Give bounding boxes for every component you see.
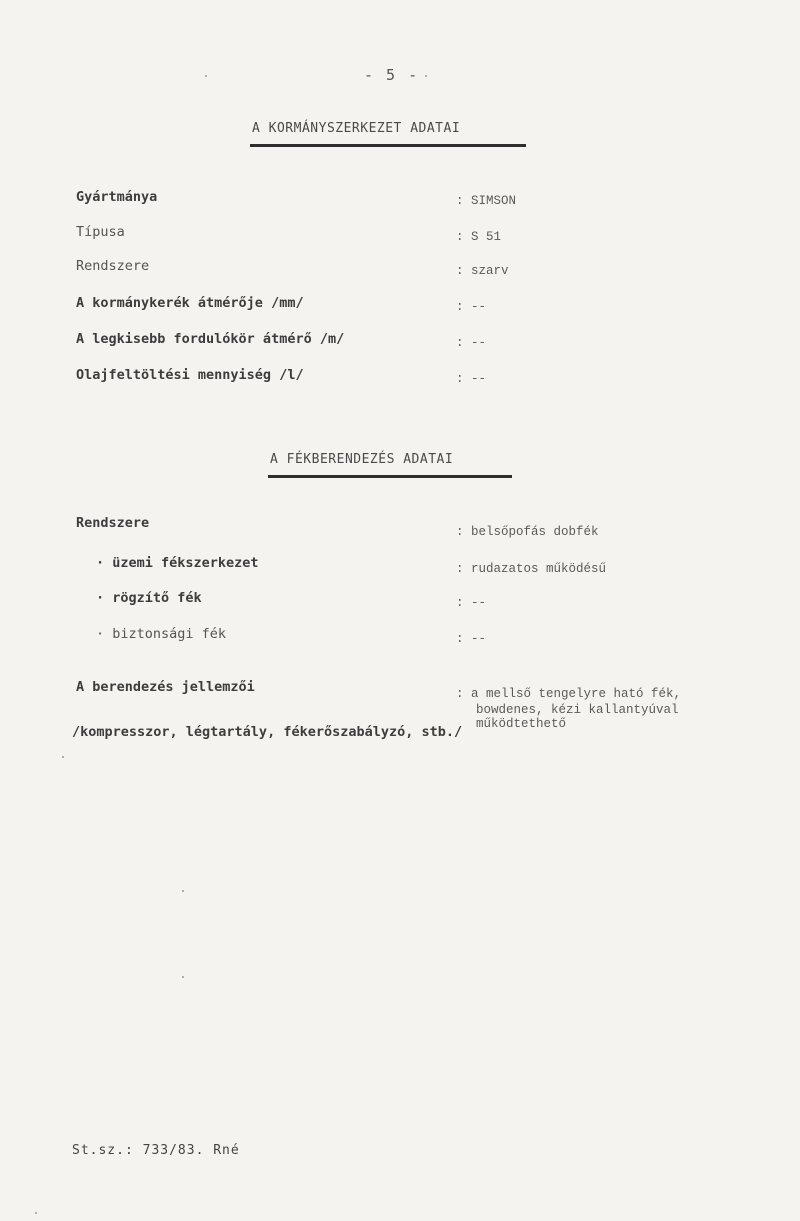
- parking-brake-value: : --: [456, 596, 487, 610]
- page-number: - 5 -: [364, 66, 420, 84]
- equipment-features-value-line1: : a mellső tengelyre ható fék,: [456, 687, 682, 701]
- section1-title-underline: [250, 144, 526, 147]
- scan-speck: [205, 75, 207, 77]
- scan-speck: [425, 75, 427, 77]
- scan-speck: [182, 890, 184, 892]
- oil-quantity-value: : --: [456, 372, 487, 386]
- service-brake-label: · üzemi fékszerkezet: [96, 555, 259, 571]
- steering-system-value: : szarv: [456, 264, 509, 278]
- service-brake-value: : rudazatos működésű: [456, 562, 607, 576]
- brake-system-label: Rendszere: [76, 515, 150, 531]
- scan-speck: [182, 976, 184, 978]
- section1-title: A KORMÁNYSZERKEZET ADATAI: [252, 121, 461, 136]
- steering-wheel-diameter-label: A kormánykerék átmérője /mm/: [76, 295, 304, 311]
- equipment-features-label: A berendezés jellemzői: [76, 679, 255, 695]
- equipment-features-examples: /kompresszor, légtartály, fékerőszabályzó, stb./: [72, 724, 463, 740]
- oil-quantity-label: Olajfeltöltési mennyiség /l/: [76, 367, 304, 383]
- steering-make-label: Gyártmánya: [76, 189, 158, 205]
- steering-wheel-diameter-value: : --: [456, 300, 487, 314]
- steering-system-label: Rendszere: [76, 258, 150, 274]
- safety-brake-value: : --: [456, 632, 487, 646]
- steering-make-value: : SIMSON: [456, 194, 517, 208]
- scan-speck: [62, 756, 64, 758]
- turning-circle-label: A legkisebb fordulókör átmérő /m/: [76, 331, 345, 347]
- equipment-features-value-line3: működtethető: [476, 717, 567, 731]
- equipment-features-value-line2: bowdenes, kézi kallantyúval: [476, 703, 679, 717]
- document-reference-number: St.sz.: 733/83. Rné: [72, 1143, 240, 1158]
- safety-brake-label: · biztonsági fék: [96, 626, 227, 642]
- turning-circle-value: : --: [456, 336, 487, 350]
- steering-type-label: Típusa: [76, 224, 125, 240]
- steering-type-value: : S 51: [456, 230, 502, 244]
- section2-title: A FÉKBERENDEZÉS ADATAI: [270, 452, 454, 467]
- scan-speck: [35, 1212, 37, 1214]
- section2-title-underline: [268, 475, 512, 478]
- parking-brake-label: · rögzítő fék: [96, 590, 202, 606]
- brake-system-value: : belsőpofás dobfék: [456, 525, 599, 539]
